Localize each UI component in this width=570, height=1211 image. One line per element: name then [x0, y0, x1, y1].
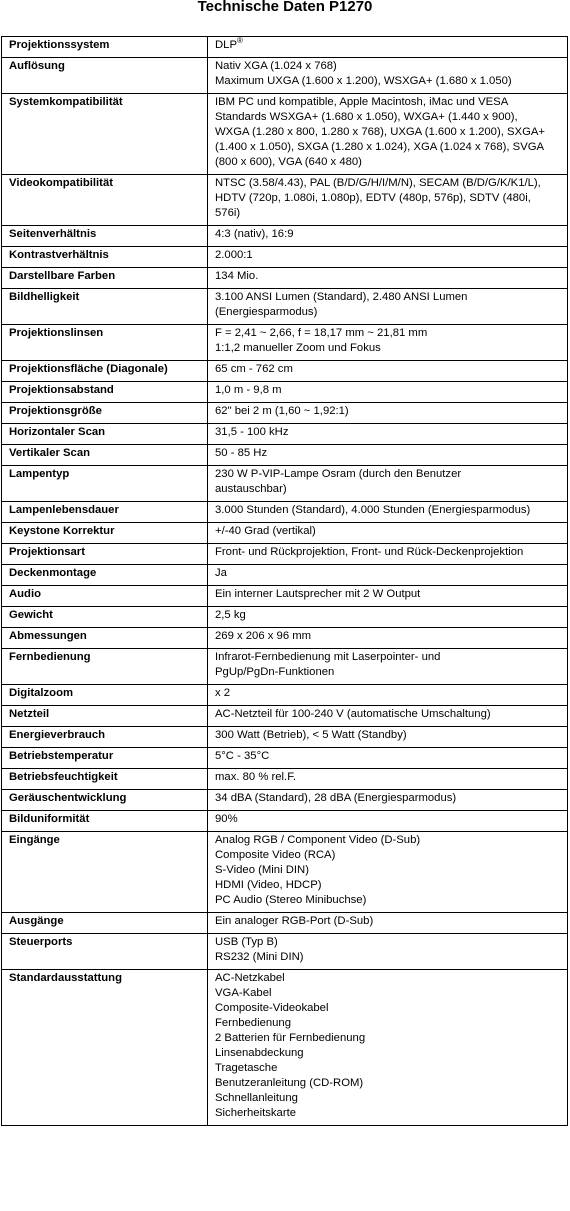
spec-value-line	[215, 665, 563, 680]
spec-value-line	[215, 155, 563, 170]
spec-value-text: Front- und Rückprojektion, Front- und Rück-Deckenprojektion	[215, 546, 524, 558]
spec-label: Bilduniformität	[2, 811, 208, 832]
spec-value-line	[215, 1091, 563, 1106]
spec-row	[2, 466, 568, 502]
spec-value-line	[215, 686, 563, 701]
spec-value-line	[215, 383, 563, 398]
spec-value-line	[215, 362, 563, 377]
spec-value-text: Ein analoger RGB-Port (D-Sub)	[215, 915, 374, 927]
spec-value-text: HDTV (720p, 1.080i, 1.080p), EDTV (480p, 576p), SDTV (480i,	[215, 192, 531, 204]
spec-value-line	[215, 848, 563, 863]
spec-row	[2, 502, 568, 523]
spec-value-text: 2,5 kg	[215, 609, 246, 621]
spec-value	[208, 268, 568, 289]
spec-value-text: F = 2,41 ~ 2,66, f = 18,17 mm ~ 21,81 mm	[215, 327, 428, 339]
spec-value-text: (800 x 600), VGA (640 x 480)	[215, 156, 362, 168]
spec-value-text: 269 x 206 x 96 mm	[215, 630, 312, 642]
spec-value	[208, 628, 568, 649]
spec-value-line	[215, 227, 563, 242]
spec-label: Geräuschentwicklung	[2, 790, 208, 811]
spec-value-text: 62" bei 2 m (1,60 ~ 1,92:1)	[215, 405, 349, 417]
spec-value	[208, 565, 568, 586]
spec-value-text: USB (Typ B)	[215, 936, 278, 948]
spec-value-line	[215, 791, 563, 806]
spec-label: Fernbedienung	[2, 649, 208, 685]
spec-value-text: austauschbar)	[215, 483, 287, 495]
spec-value-line	[215, 524, 563, 539]
spec-value-text: Composite Video (RCA)	[215, 849, 336, 861]
spec-value	[208, 424, 568, 445]
spec-value-line	[215, 125, 563, 140]
spec-value	[208, 289, 568, 325]
spec-value-text: 230 W P-VIP-Lampe Osram (durch den Benutzer	[215, 468, 462, 480]
spec-value	[208, 523, 568, 544]
spec-value-text: x 2	[215, 687, 231, 699]
spec-label: Abmessungen	[2, 628, 208, 649]
spec-value	[208, 382, 568, 403]
spec-value-line	[215, 1076, 563, 1091]
spec-row	[2, 970, 568, 1126]
spec-label: Projektionslinsen	[2, 325, 208, 361]
spec-label: Bildhelligkeit	[2, 289, 208, 325]
spec-label: Lampenlebensdauer	[2, 502, 208, 523]
spec-value-line	[215, 425, 563, 440]
spec-value-line	[215, 191, 563, 206]
spec-label: Betriebsfeuchtigkeit	[2, 769, 208, 790]
spec-value-line	[215, 749, 563, 764]
spec-value-line	[215, 1031, 563, 1046]
spec-value-line	[215, 707, 563, 722]
spec-value	[208, 325, 568, 361]
spec-value-text: Maximum UXGA (1.600 x 1.200), WSXGA+ (1.680 x 1.050)	[215, 75, 512, 87]
spec-value-line	[215, 833, 563, 848]
spec-value	[208, 685, 568, 706]
spec-value-line	[215, 74, 563, 89]
spec-value	[208, 445, 568, 466]
spec-value	[208, 586, 568, 607]
spec-label: Seitenverhältnis	[2, 226, 208, 247]
spec-value	[208, 934, 568, 970]
spec-value-text: IBM PC und kompatible, Apple Macintosh, iMac und VESA	[215, 96, 509, 108]
spec-value-text: 2.000:1	[215, 249, 253, 261]
spec-value-text: Ein interner Lautsprecher mit 2 W Output	[215, 588, 421, 600]
spec-value-text: 1,0 m - 9,8 m	[215, 384, 282, 396]
spec-row	[2, 586, 568, 607]
spec-value-text: AC-Netzteil für 100-240 V (automatische Umschaltung)	[215, 708, 491, 720]
spec-value-line	[215, 971, 563, 986]
spec-label: Audio	[2, 586, 208, 607]
spec-value-line	[215, 110, 563, 125]
spec-value-text: (1.400 x 1.050), SXGA (1.280 x 1.024), XGA (1.024 x 768), SVGA	[215, 141, 545, 153]
spec-value	[208, 403, 568, 424]
spec-value	[208, 769, 568, 790]
spec-row	[2, 523, 568, 544]
spec-label: Eingänge	[2, 832, 208, 913]
spec-value-text: 576i)	[215, 207, 241, 219]
spec-value-text: 34 dBA (Standard), 28 dBA (Energiesparmodus)	[215, 792, 457, 804]
spec-value-line	[215, 503, 563, 518]
spec-value-line	[215, 728, 563, 743]
spec-row	[2, 748, 568, 769]
spec-value-text: Linsenabdeckung	[215, 1047, 304, 1059]
spec-row	[2, 832, 568, 913]
spec-value-text: AC-Netzkabel	[215, 972, 285, 984]
spec-value-line	[215, 1106, 563, 1121]
spec-value-line	[215, 770, 563, 785]
spec-value	[208, 544, 568, 565]
spec-row	[2, 727, 568, 748]
spec-value-text: HDMI (Video, HDCP)	[215, 879, 322, 891]
spec-value-line	[215, 629, 563, 644]
spec-value-text: RS232 (Mini DIN)	[215, 951, 304, 963]
spec-label: Deckenmontage	[2, 565, 208, 586]
spec-value-line	[215, 176, 563, 191]
spec-label: Projektionsfläche (Diagonale)	[2, 361, 208, 382]
spec-row	[2, 94, 568, 175]
spec-value-text: 4:3 (nativ), 16:9	[215, 228, 294, 240]
spec-value	[208, 748, 568, 769]
spec-value-line	[215, 140, 563, 155]
spec-row	[2, 268, 568, 289]
spec-label: Projektionsgröße	[2, 403, 208, 424]
spec-label: Ausgänge	[2, 913, 208, 934]
spec-value-line	[215, 893, 563, 908]
spec-row	[2, 58, 568, 94]
spec-label: Gewicht	[2, 607, 208, 628]
spec-label: Steuerports	[2, 934, 208, 970]
spec-value-text: 31,5 - 100 kHz	[215, 426, 289, 438]
spec-label: Projektionsart	[2, 544, 208, 565]
spec-value-line	[215, 608, 563, 623]
spec-value-text: NTSC (3.58/4.43), PAL (B/D/G/H/I/M/N), SECAM (B/D/G/K/K1/L),	[215, 177, 541, 189]
spec-value-line	[215, 59, 563, 74]
spec-row	[2, 382, 568, 403]
spec-value-text: 3.000 Stunden (Standard), 4.000 Stunden (Energiesparmodus)	[215, 504, 531, 516]
spec-row	[2, 175, 568, 226]
spec-value-line	[215, 863, 563, 878]
spec-value	[208, 247, 568, 268]
spec-value	[208, 832, 568, 913]
spec-value	[208, 58, 568, 94]
spec-value-line	[215, 914, 563, 929]
spec-value	[208, 649, 568, 685]
spec-value-text: (Energiesparmodus)	[215, 306, 318, 318]
spec-value-text: Benutzeranleitung (CD-ROM)	[215, 1077, 364, 1089]
spec-value-text: 50 - 85 Hz	[215, 447, 268, 459]
spec-value-text: PC Audio (Stereo Minibuchse)	[215, 894, 367, 906]
spec-value-text: Schnellanleitung	[215, 1092, 298, 1104]
spec-label: Auflösung	[2, 58, 208, 94]
spec-value-line	[215, 482, 563, 497]
spec-value-text: DLP	[215, 39, 237, 51]
spec-value-text: Infrarot-Fernbedienung mit Laserpointer- und	[215, 651, 441, 663]
spec-value-text: 65 cm - 762 cm	[215, 363, 293, 375]
spec-value-line	[215, 1016, 563, 1031]
spec-value-text: Ja	[215, 567, 227, 579]
spec-value-text: Standards WSXGA+ (1.680 x 1.050), WXGA+ (1.440 x 900),	[215, 111, 518, 123]
spec-value	[208, 502, 568, 523]
spec-value-text: WXGA (1.280 x 800, 1.280 x 768), UXGA (1.600 x 1.200), SXGA+	[215, 126, 545, 138]
spec-table-body	[2, 37, 568, 1126]
spec-value-line	[215, 878, 563, 893]
spec-value-line	[215, 566, 563, 581]
spec-value-line	[215, 38, 563, 53]
spec-value-line	[215, 206, 563, 221]
spec-row	[2, 226, 568, 247]
spec-label: Standardausstattung	[2, 970, 208, 1126]
spec-row	[2, 565, 568, 586]
spec-value	[208, 226, 568, 247]
spec-value-text: Composite-Videokabel	[215, 1002, 329, 1014]
spec-value-text: Nativ XGA (1.024 x 768)	[215, 60, 337, 72]
spec-value	[208, 727, 568, 748]
spec-value-text: 134 Mio.	[215, 270, 259, 282]
spec-value-text: VGA-Kabel	[215, 987, 272, 999]
spec-label: Systemkompatibilität	[2, 94, 208, 175]
spec-row	[2, 685, 568, 706]
spec-value	[208, 790, 568, 811]
spec-value	[208, 175, 568, 226]
spec-row	[2, 361, 568, 382]
spec-value	[208, 466, 568, 502]
spec-value-text: Fernbedienung	[215, 1017, 292, 1029]
spec-label: Betriebstemperatur	[2, 748, 208, 769]
spec-row	[2, 289, 568, 325]
spec-row	[2, 544, 568, 565]
spec-value-line	[215, 326, 563, 341]
spec-value-line	[215, 467, 563, 482]
spec-label: Lampentyp	[2, 466, 208, 502]
spec-value-line	[215, 950, 563, 965]
spec-value	[208, 913, 568, 934]
spec-value-text: PgUp/PgDn-Funktionen	[215, 666, 335, 678]
spec-value	[208, 811, 568, 832]
spec-value-text: 90%	[215, 813, 238, 825]
spec-value	[208, 37, 568, 58]
spec-value-line	[215, 269, 563, 284]
spec-value-line	[215, 587, 563, 602]
spec-value-line	[215, 248, 563, 263]
spec-value-line	[215, 95, 563, 110]
spec-value-line	[215, 404, 563, 419]
spec-label: Keystone Korrektur	[2, 523, 208, 544]
spec-value-line	[215, 341, 563, 356]
spec-value-text: 5°C - 35°C	[215, 750, 270, 762]
spec-row	[2, 607, 568, 628]
spec-row	[2, 424, 568, 445]
spec-row	[2, 769, 568, 790]
spec-value-line	[215, 935, 563, 950]
spec-row	[2, 649, 568, 685]
spec-label: Darstellbare Farben	[2, 268, 208, 289]
spec-table	[1, 36, 568, 1126]
spec-value-text: Sicherheitskarte	[215, 1107, 296, 1119]
spec-value	[208, 970, 568, 1126]
spec-label: Projektionsabstand	[2, 382, 208, 403]
spec-row	[2, 628, 568, 649]
spec-value-line	[215, 986, 563, 1001]
spec-row	[2, 403, 568, 424]
spec-value-line	[215, 446, 563, 461]
spec-row	[2, 706, 568, 727]
spec-value-line	[215, 290, 563, 305]
spec-label: Horizontaler Scan	[2, 424, 208, 445]
spec-value-line	[215, 1001, 563, 1016]
spec-label: Vertikaler Scan	[2, 445, 208, 466]
spec-value-text: 1:1,2 manueller Zoom und Fokus	[215, 342, 381, 354]
spec-value	[208, 361, 568, 382]
spec-row	[2, 445, 568, 466]
spec-value-line	[215, 650, 563, 665]
spec-label: Energieverbrauch	[2, 727, 208, 748]
spec-row	[2, 790, 568, 811]
spec-row	[2, 325, 568, 361]
spec-value-line	[215, 1061, 563, 1076]
spec-value-text: 3.100 ANSI Lumen (Standard), 2.480 ANSI Lumen	[215, 291, 468, 303]
spec-value-text: Tragetasche	[215, 1062, 278, 1074]
spec-value-line	[215, 305, 563, 320]
spec-value	[208, 94, 568, 175]
spec-value-text: 300 Watt (Betrieb), < 5 Watt (Standby)	[215, 729, 407, 741]
spec-value-line	[215, 812, 563, 827]
spec-label: Kontrastverhältnis	[2, 247, 208, 268]
spec-label: Videokompatibilität	[2, 175, 208, 226]
spec-row	[2, 37, 568, 58]
spec-row	[2, 934, 568, 970]
spec-value-text: Analog RGB / Component Video (D-Sub)	[215, 834, 421, 846]
spec-label: Netzteil	[2, 706, 208, 727]
spec-value-line	[215, 1046, 563, 1061]
spec-value	[208, 706, 568, 727]
page-title: Technische Daten P1270	[197, 0, 373, 15]
spec-label: Projektionssystem	[2, 37, 208, 58]
spec-value-text: +/-40 Grad (vertikal)	[215, 525, 316, 537]
spec-row	[2, 811, 568, 832]
spec-value-line	[215, 545, 563, 560]
spec-value	[208, 607, 568, 628]
spec-row	[2, 247, 568, 268]
spec-value-text: S-Video (Mini DIN)	[215, 864, 309, 876]
spec-label: Digitalzoom	[2, 685, 208, 706]
spec-value-text: 2 Batterien für Fernbedienung	[215, 1032, 366, 1044]
registered-mark: ®	[236, 36, 243, 45]
spec-row	[2, 913, 568, 934]
spec-value-text: max. 80 % rel.F.	[215, 771, 296, 783]
